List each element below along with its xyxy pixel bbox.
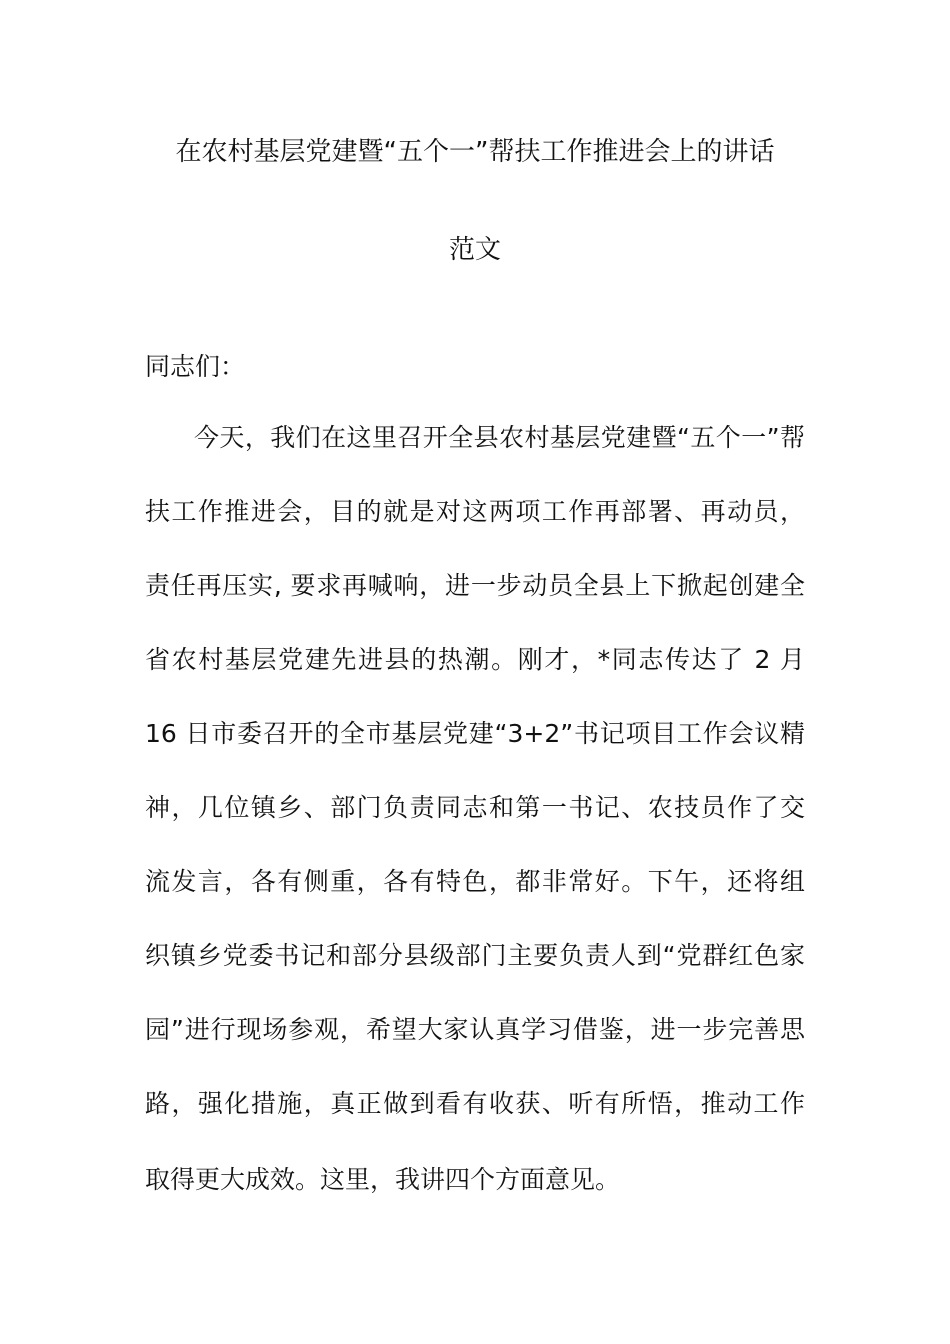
paragraph-line: 园”进行现场参观，希望大家认真学习借鉴，进一步完善思 [145, 1015, 805, 1044]
paragraph-line: 责任再压实, 要求再喊响，进一步动员全县上下掀起创建全 [145, 571, 805, 600]
paragraph-line: 神，几位镇乡、部门负责同志和第一书记、农技员作了交 [145, 793, 805, 822]
paragraph-line: 路，强化措施，真正做到看有收获、听有所悟，推动工作 [145, 1089, 805, 1118]
paragraph-line: 今天，我们在这里召开全县农村基层党建暨“五个一”帮 [194, 423, 805, 452]
paragraph-line: 16 日市委召开的全市基层党建“3+2”书记项目工作会议精 [145, 719, 805, 748]
paragraph-line: 织镇乡党委书记和部分县级部门主要负责人到“党群红色家 [145, 941, 805, 970]
document-title: 在农村基层党建暨“五个一”帮扶工作推进会上的讲话 [175, 137, 775, 167]
paragraph-line: 省农村基层党建先进县的热潮。刚才，*同志传达了 2 月 [145, 645, 805, 674]
paragraph-line: 流发言，各有侧重，各有特色，都非常好。下午，还将组 [145, 867, 805, 896]
paragraph-line: 扶工作推进会，目的就是对这两项工作再部署、再动员， [145, 497, 805, 526]
document-title-continued: 范文 [448, 235, 501, 265]
paragraph-line: 取得更大成效。这里，我讲四个方面意见。 [145, 1165, 621, 1194]
salutation: 同志们： [145, 352, 246, 381]
